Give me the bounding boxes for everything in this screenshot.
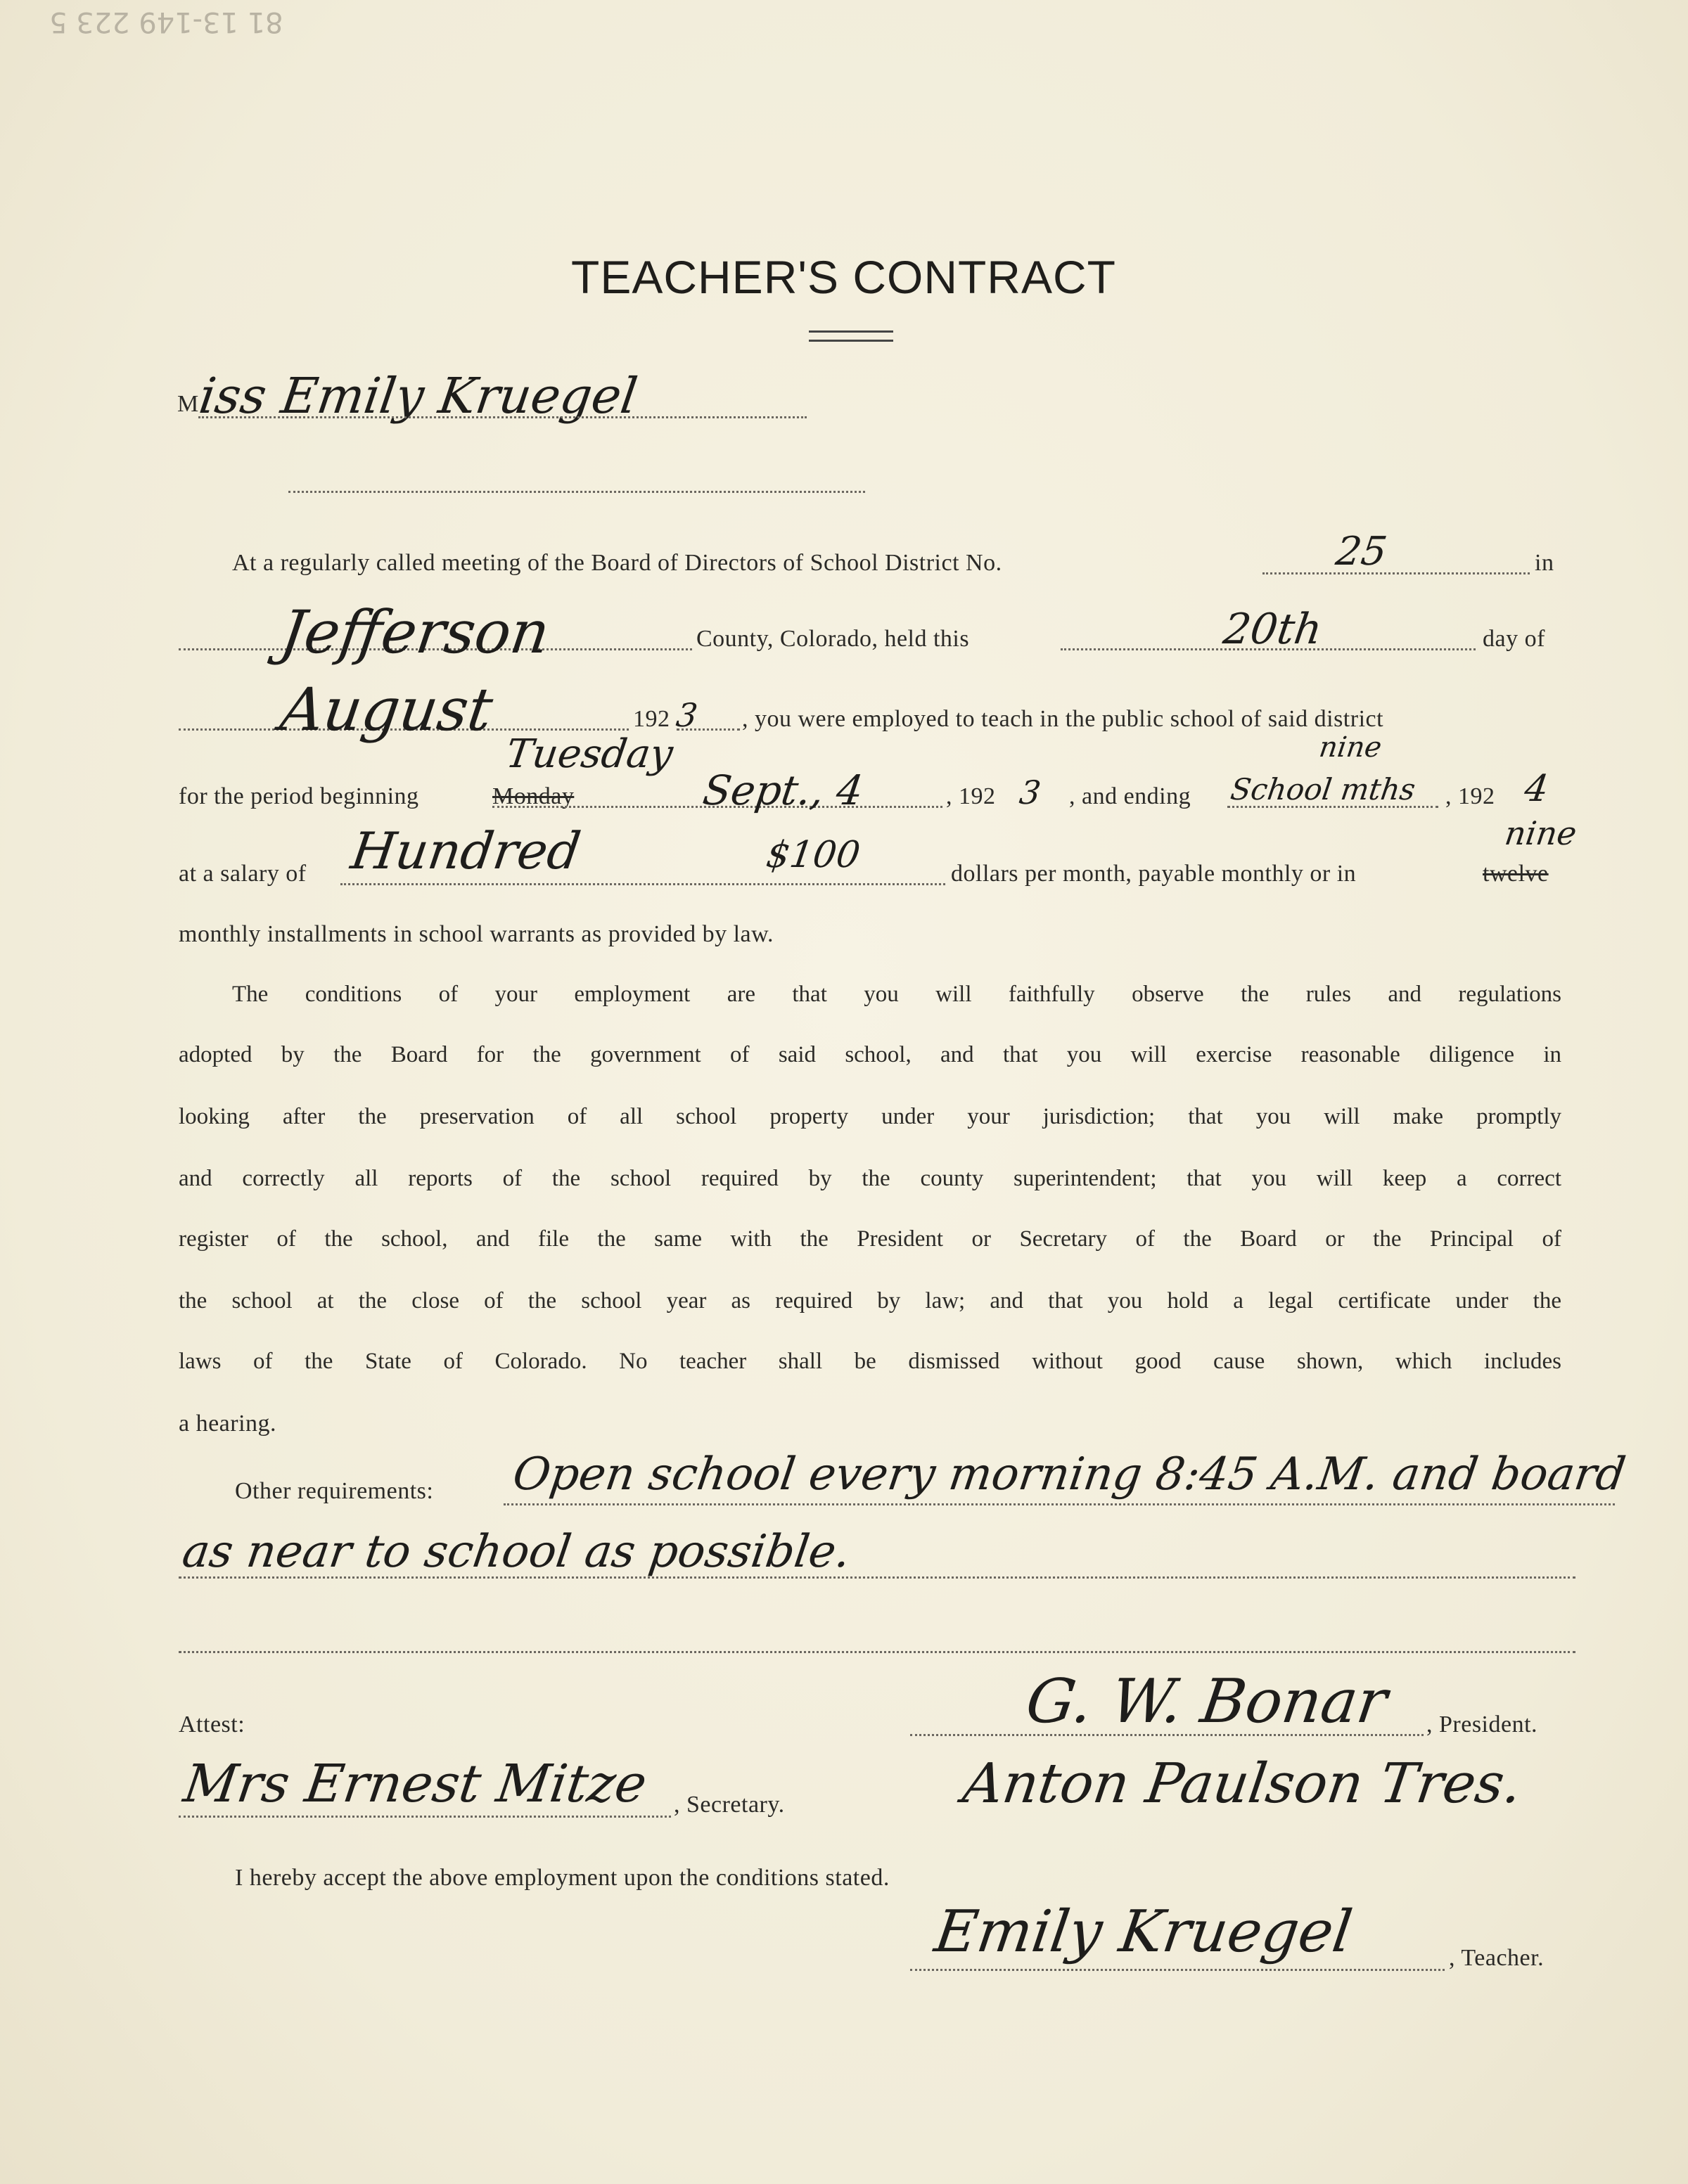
conditions-line: a hearing.	[179, 1411, 277, 1437]
requirements-field-2: as near to school as possible.	[179, 1526, 854, 1578]
president-label: , President.	[1426, 1711, 1538, 1737]
district-no-field: 25	[1333, 529, 1390, 574]
treasurer-signature: Anton Paulson Tres.	[959, 1752, 1526, 1816]
district-line	[1262, 572, 1530, 574]
in-text: in	[1535, 550, 1554, 576]
secretary-line	[179, 1816, 671, 1818]
year2-prefix: , 192	[1445, 783, 1495, 809]
year1-prefix: , 192	[946, 783, 996, 809]
begin-day-field: Tuesday	[503, 731, 676, 777]
county-field: Jefferson	[276, 598, 554, 667]
salutation-prefix: M	[177, 391, 199, 417]
conditions-line: looking after the preservation of all school property under your jurisdiction; that you will make promptly	[179, 1104, 1561, 1129]
twelve-struck: twelve	[1483, 861, 1549, 887]
year-digit: 3	[674, 696, 701, 734]
salary-text: at a salary of	[179, 861, 307, 887]
salary-figure-field: $100	[763, 834, 863, 876]
requirements-line-3	[179, 1651, 1575, 1653]
county-text: County, Colorado, held this	[696, 626, 970, 652]
corner-note: 81 13-149 223 5	[49, 6, 283, 38]
secretary-signature: Mrs Ernest Mitze	[179, 1754, 651, 1814]
teacher-signature: Emily Kruegel	[931, 1899, 1357, 1965]
ending-text: , and ending	[1069, 783, 1191, 809]
monday-struck: Monday	[492, 783, 575, 809]
name-line-1	[198, 416, 807, 418]
year1-digit: 3	[1017, 773, 1044, 811]
ending-above: nine	[1317, 731, 1384, 764]
begin-date-field: Sept., 4	[700, 766, 867, 814]
acceptance-text: I hereby accept the above employment upon the conditions stated.	[235, 1865, 890, 1891]
period-text: for the period beginning	[179, 783, 419, 809]
requirements-field-1: Open school every morning 8:45 A.M. and board	[509, 1448, 1629, 1501]
installments-field: nine	[1502, 814, 1579, 852]
year-prefix: 192	[633, 706, 670, 732]
year-line	[677, 728, 740, 731]
payable-text: dollars per month, payable monthly or in	[951, 861, 1357, 887]
conditions-line: and correctly all reports of the school required by the county superintendent; that you will keep a correct	[179, 1166, 1561, 1191]
salary-line	[340, 883, 945, 885]
conditions-line: laws of the State of Colorado. No teacher shall be dismissed without good cause shown, which includes	[179, 1349, 1561, 1374]
teacher-line	[910, 1969, 1445, 1971]
conditions-line: register of the school, and file the same with the President or Secretary of the Board or the Principal of	[179, 1226, 1561, 1252]
conditions-line: adopted by the Board for the government of said school, and that you will exercise reasonable diligence in	[179, 1042, 1561, 1067]
conditions-line: The conditions of your employment are that you will faithfully observe the rules and regulations	[232, 982, 1561, 1007]
day-field: 20th	[1220, 605, 1326, 654]
employed-text: , you were employed to teach in the public school of said district	[742, 706, 1384, 732]
secretary-label: , Secretary.	[674, 1792, 785, 1818]
name-line-2	[288, 491, 865, 493]
requirements-line-1	[504, 1503, 1615, 1505]
page-title: TEACHER'S CONTRACT	[571, 251, 1116, 303]
teacher-label: , Teacher.	[1449, 1945, 1545, 1971]
ending-line	[1227, 806, 1438, 808]
year2-digit: 4	[1521, 768, 1552, 810]
conditions-line: the school at the close of the school year as required by law; and that you hold a legal certificate under the	[179, 1288, 1561, 1313]
teacher-name-field: iss Emily Kruegel	[196, 367, 641, 425]
president-signature: G. W. Bonar	[1021, 1666, 1392, 1737]
day-of-text: day of	[1483, 626, 1545, 652]
month-field: August	[276, 675, 497, 744]
other-requirements-label: Other requirements:	[235, 1478, 434, 1504]
meeting-text: At a regularly called meeting of the Board of Directors of School District No.	[232, 550, 1002, 576]
installments-text: monthly installments in school warrants as provided by law.	[179, 921, 774, 947]
title-underline	[809, 330, 893, 342]
salary-words-field: Hundred	[347, 821, 584, 880]
ending-field: School mths	[1228, 772, 1418, 807]
attest-label: Attest:	[179, 1711, 245, 1737]
